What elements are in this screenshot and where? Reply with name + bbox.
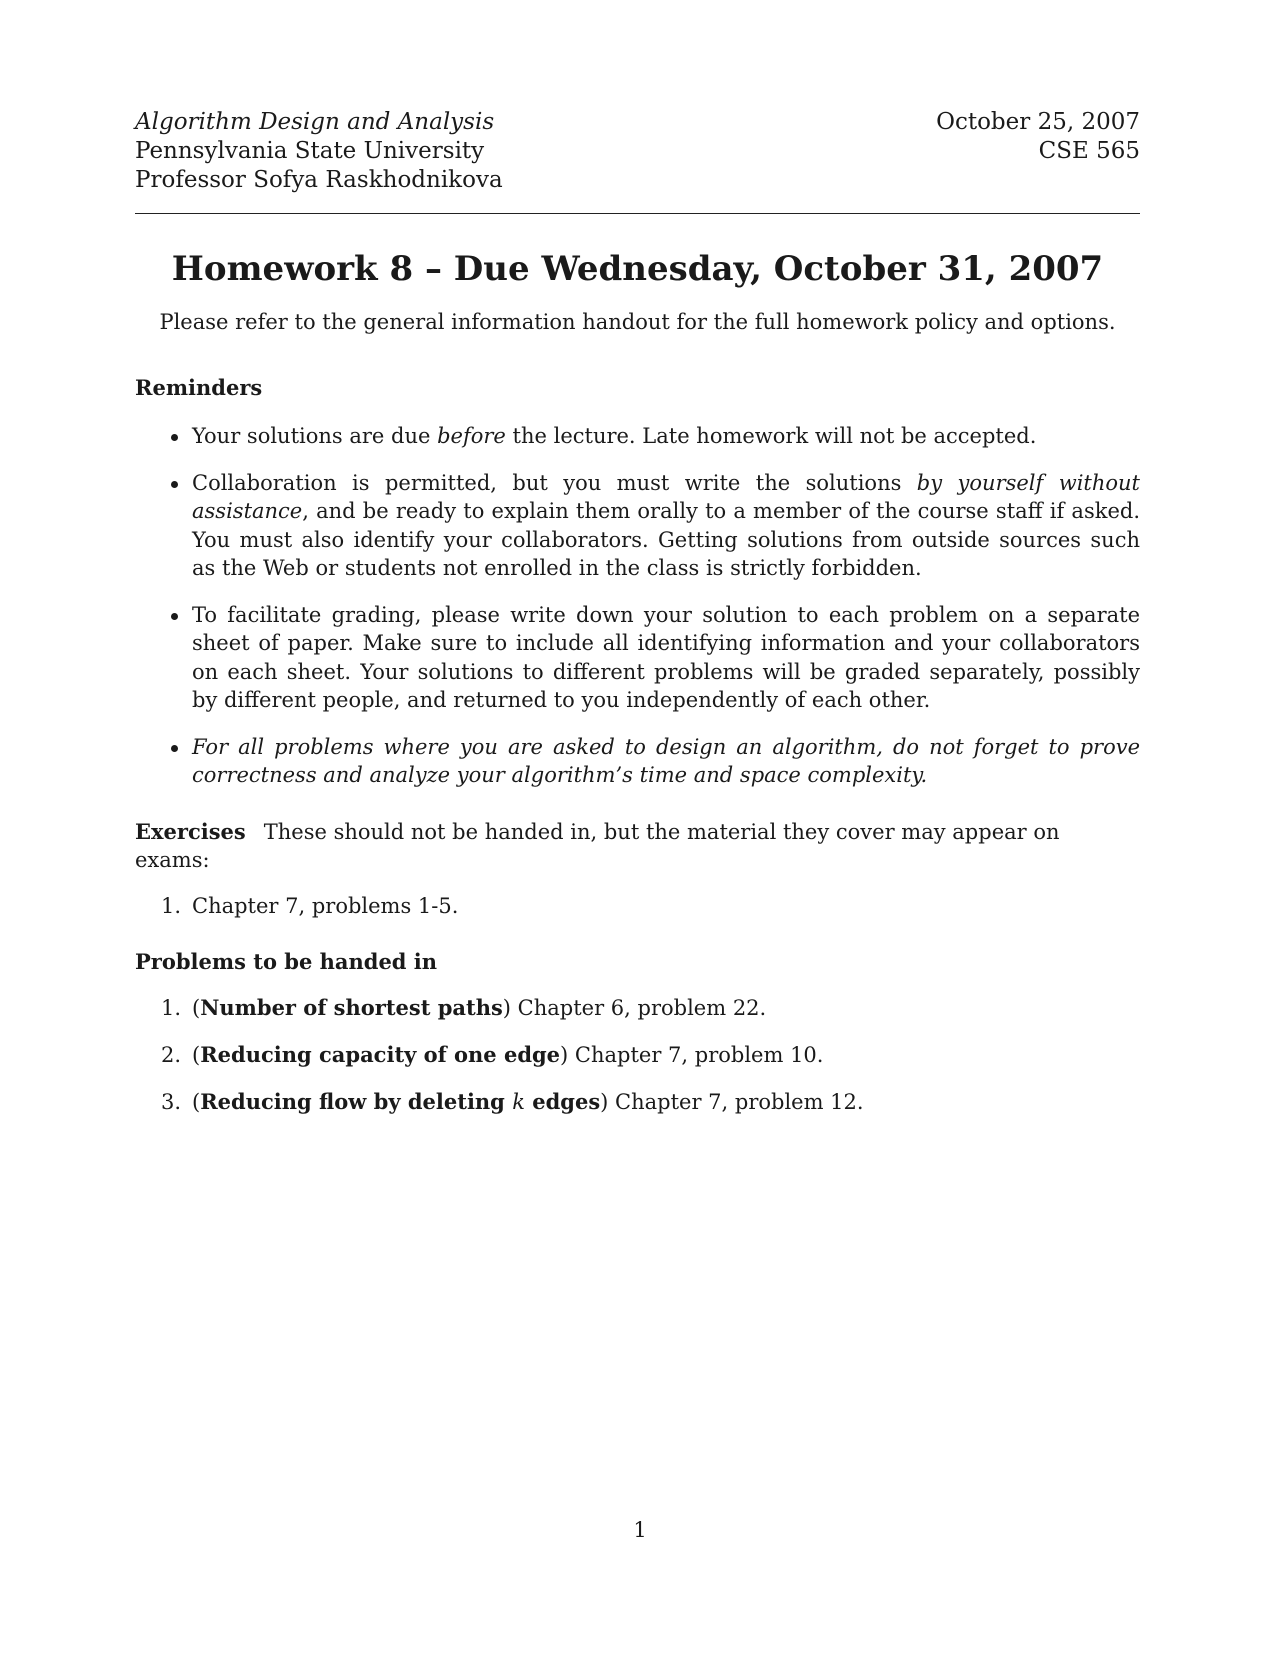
problem-variable: k <box>512 1089 525 1114</box>
bullet-icon <box>171 481 178 488</box>
reminder-text: Your solutions are due <box>192 424 438 448</box>
handout-date: October 25, 2007 <box>936 109 1140 135</box>
page-number: 1 <box>633 1518 647 1542</box>
list-item: 3. (Reducing flow by deleting k edges) Chapter 7, problem 12. <box>161 1088 864 1114</box>
reminder-text: the lecture. Late homework will not be accepted. <box>505 424 1037 448</box>
reminder-text: , and be ready to explain them orally to a member of the course staff if asked. You must also identify your collaborators. Getting solutions from outside sources such as the Web or students not enrolled in the class is strictly forbidden. <box>192 499 1140 580</box>
problem-title: edges <box>524 1088 601 1114</box>
list-item <box>135 469 1140 583</box>
list-item: 2. (Reducing capacity of one edge) Chapter 7, problem 10. <box>161 1041 824 1067</box>
header-rule <box>135 213 1140 214</box>
item-number: 3. <box>161 1089 182 1114</box>
problem-ref: Chapter 7, problem 12. <box>608 1089 864 1114</box>
reminder-emphasis: by yourself without assistance <box>192 470 1140 523</box>
reminders-list <box>135 422 1140 790</box>
problem-ref: Chapter 7, problem 10. <box>568 1042 824 1067</box>
problem-ref: Chapter 6, problem 22. <box>511 995 767 1020</box>
list-item: 1. (Number of shortest paths) Chapter 6, problem 22. <box>161 994 767 1020</box>
page-title: Homework 8 – Due Wednesday, October 31, 2007 <box>171 249 1104 289</box>
exercises-list <box>135 892 1140 920</box>
item-number: 2. <box>161 1042 182 1067</box>
document-header <box>135 108 1140 195</box>
course-name: Algorithm Design and Analysis <box>135 109 495 135</box>
reminders-heading: Reminders <box>135 375 263 400</box>
bullet-icon <box>171 745 178 752</box>
exercises-heading: Exercises <box>135 818 246 844</box>
list-item <box>135 892 1140 920</box>
policy-note: Please refer to the general information handout for the full homework policy and options. <box>159 310 1116 334</box>
problem-title: Reducing flow by deleting <box>200 1088 513 1114</box>
reminder-emphasis: For all problems where you are asked to design an algorithm, do not forget to prove correctness and analyze your algorithm’s time and space complexity. <box>192 734 1140 787</box>
header-left <box>135 108 503 195</box>
professor-name: Professor Sofya Raskhodnikova <box>135 167 503 193</box>
problems-heading: Problems to be handed in <box>135 948 438 974</box>
bullet-icon <box>171 434 178 441</box>
problem-title: Number of shortest paths <box>200 994 503 1020</box>
exercises-section <box>135 818 1140 874</box>
bullet-icon <box>171 613 178 620</box>
item-number: 1. <box>161 893 182 918</box>
list-item <box>135 733 1140 790</box>
item-number: 1. <box>161 995 182 1020</box>
problem-title: Reducing capacity of one edge <box>200 1041 561 1067</box>
document-page <box>135 108 1140 1135</box>
header-right <box>936 108 1140 195</box>
item-text: Chapter 7, problems 1-5. <box>192 893 459 918</box>
problems-list <box>135 994 1140 1116</box>
exercises-note: These should not be handed in, but the material they cover may appear on exams: <box>135 819 1060 872</box>
university-name: Pennsylvania State University <box>135 138 485 164</box>
list-item <box>135 422 1140 451</box>
course-code: CSE 565 <box>1038 138 1140 164</box>
list-item <box>135 601 1140 715</box>
reminder-text: To facilitate grading, please write down your solution to each problem on a separate sheet of paper. Make sure to include all identifying information and your collaborators on each sheet. Your solutions to different problems will be graded separately, possibly by different people, and returned to you independently of each other. <box>192 602 1140 712</box>
reminder-text: Collaboration is permitted, but you must write the solutions <box>192 470 917 495</box>
reminder-emphasis: before <box>437 424 506 448</box>
